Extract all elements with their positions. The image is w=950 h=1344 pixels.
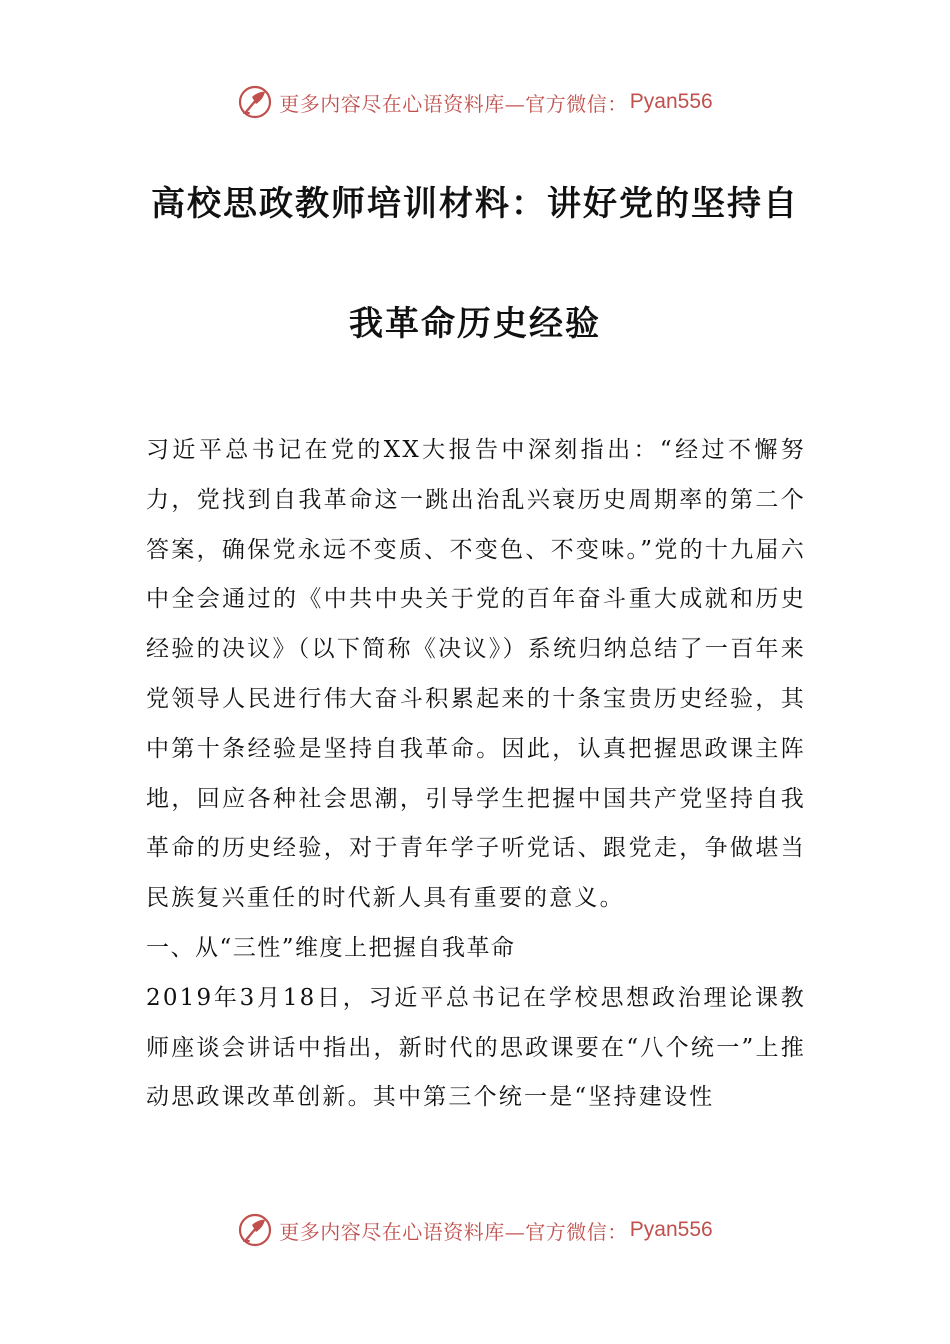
header-watermark (0, 82, 950, 122)
footer-watermark (0, 1210, 950, 1250)
quill-logo-icon (237, 84, 273, 120)
body-paragraph-1: 习近平总书记在党的XX大报告中深刻指出：“经过不懈努力，党找到自我革命这一跳出治乱兴衰历史周期率的第二个答案，确保党永远不变质、不变色、不变味。”党的十九届六中全会通过的《中共中央关于党的百年奋斗重大成就和历史经验的决议》（以下简称《决议》）系统归纳总结了一百年来党领导人民进行伟大奋斗积累起来的十条宝贵历史经验，其中第十条经验是坚持自我革命。因此，认真把握思政课主阵地，回应各种社会思潮，引导学生把握中国共产党坚持自我革命的历史经验，对于青年学子听党话、跟党走，争做堪当民族复兴重任的时代新人具有重要的意义。 (146, 437, 806, 912)
document-body (146, 426, 806, 1123)
header-watermark-id: Pyan556 (629, 90, 713, 113)
section-heading-1: 一、从“三性”维度上把握自我革命 (146, 934, 516, 961)
footer-watermark-id: Pyan556 (629, 1218, 713, 1241)
quill-logo-icon (237, 1212, 273, 1248)
footer-watermark-text: 更多内容尽在心语资料库—官方微信： (279, 1219, 628, 1244)
document-title-line1: 高校思政教师培训材料：讲好党的坚持自 (151, 184, 799, 224)
header-watermark-text: 更多内容尽在心语资料库—官方微信： (279, 91, 628, 116)
document-title-line2: 我革命历史经验 (349, 304, 601, 344)
body-paragraph-2: 2019年3月18日，习近平总书记在学校思想政治理论课教师座谈会讲话中指出，新时代的思政课要在“八个统一”上推动思政课改革创新。其中第三个统一是“坚持建设性 (146, 984, 806, 1111)
